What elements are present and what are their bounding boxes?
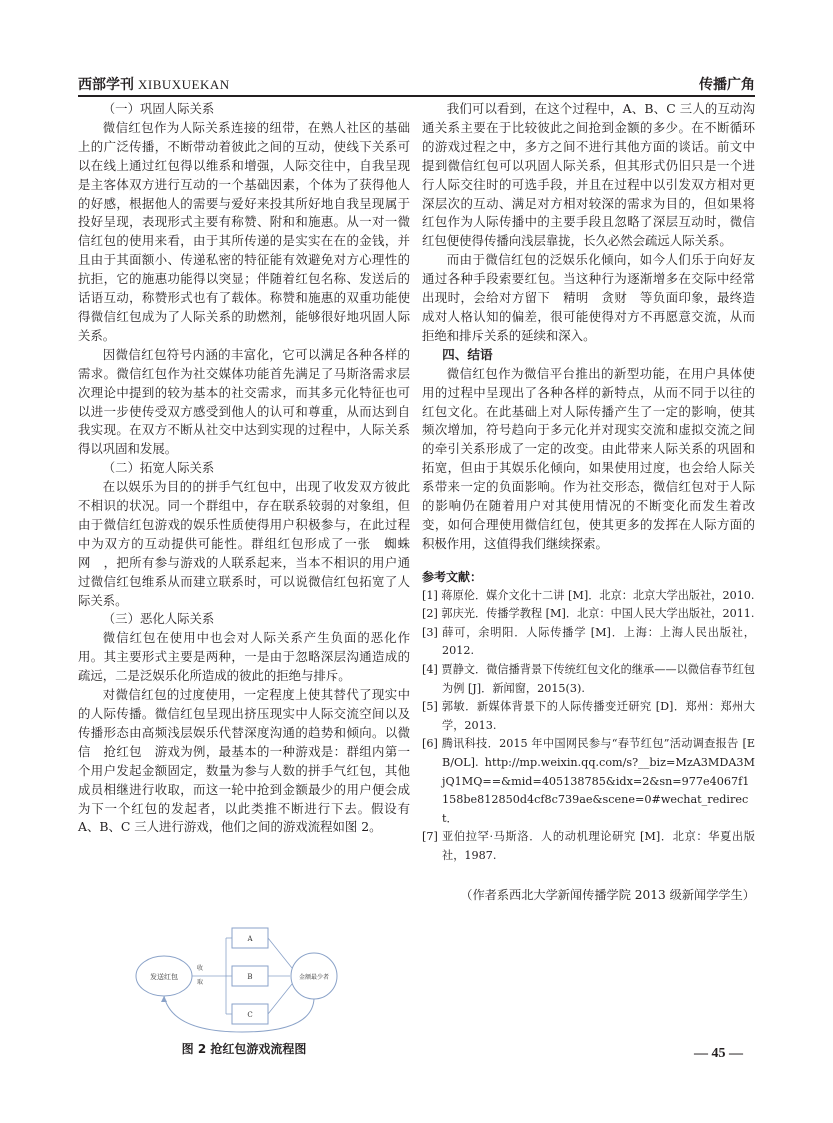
reference-item: [6] 腾讯科技．2015 年中国网民参与“春节红包”活动调查报告 [EB/OL]. http://mp.weixin.qq.com/s?__biz=MzA3MDA3MjQ1MQ==&mid=405138785&idx=2&sn=977e4067f1158be812850d4cf8c739ae&scene=0#wechat_redirect． xyxy=(422,737,755,825)
flow-receive-label: 收 xyxy=(196,965,204,972)
references-heading: 参考文献： xyxy=(422,569,483,584)
reference-item: [3] 薛可，余明阳．人际传播学 [M]．上海：上海人民出版社，2012. xyxy=(422,625,755,658)
paragraph: 因微信红包符号内涵的丰富化，它可以满足各种各样的需求。微信红包作为社交媒体功能首先满足了马斯洛需求层次理论中提到的较为基本的社交需求，而其多元化特征也可以进一步使传受双方感受到他人的认可和尊重，从而达到自我实现。在双方不断从社交中达到实现的过程中，人际关系得以巩固和发展。 xyxy=(78,346,410,457)
section-heading-conclusion: 四、结语 xyxy=(442,346,493,362)
subsection-heading-2: （二）拓宽人际关系 xyxy=(102,460,215,476)
paragraph: 微信红包作为微信平台推出的新型功能，在用户具体使用的过程中呈现出了各种各样的新特点，从而不同于以往的红包文化。在此基础上对人际传播产生了一定的影响，使其频次增加，符号趋向于多元化并对现实交流和虚拟交流之间的牵引关系形成了一定的改变。由此带来人际关系的巩固和拓宽，但由于其娱乐化倾向，如果使用过度，也会给人际关系带来一定的负面影响。作为社交形态，微信红包对于人际的影响仍在随着用户对其使用情况的不断变化而发生着改变，如何合理使用微信红包，使其更多的发挥在人际方面的积极作用，这值得我们继续探索。 xyxy=(422,365,755,551)
flow-end-label: 金额最少者 xyxy=(298,974,330,981)
flow-node-a: A xyxy=(247,935,253,943)
subsection-heading-1: （一）巩固人际关系 xyxy=(102,101,215,116)
reference-item: [5] 郭敏．新媒体背景下的人际传播变迁研究 [D]．郑州：郑州大学，2013. xyxy=(422,700,755,732)
flow-node-b: B xyxy=(247,973,253,981)
author-byline: （作者系西北大学新闻传播学院 2013 级新闻学学生） xyxy=(460,887,755,902)
flow-take-label: 取 xyxy=(196,979,204,986)
paragraph: 对微信红包的过度使用，一定程度上使其替代了现实中的人际传播。微信红包呈现出挤压现实中人际交流空间以及传播形态由高频浅层娱乐代替深度沟通的趋势和倾向。以微信 抢红包 游戏为例，最基本的一种游戏是：群组内第一个用户发起金额固定，数量为参与人数的拼手气红包，其他成员相继进行收取，而这一轮中抢到金额最少的用户便会成为下一个红包的发起者，以此类推不断进行下去。假设有 A、B、C 三人进行游戏，他们之间的游戏流程如图 2。 xyxy=(78,687,410,835)
paragraph: 微信红包在使用中也会对人际关系产生负面的恶化作用。其主要形式主要是两种，一是由于忽略深层沟通造成的疏远，二是泛娱乐化所造成的彼此的拒绝与排斥。 xyxy=(78,630,410,684)
page-number: — 45 — xyxy=(694,1046,743,1061)
subsection-heading-3: （三）恶化人际关系 xyxy=(102,611,215,627)
paragraph: 在以娱乐为目的的拼手气红包中，出现了收发双方彼此不相识的状况。同一个群组中，存在联系较弱的对象组，但由于微信红包游戏的娱乐性质使得用户积极参与，在此过程中为双方的互动提供可能性。群组红包形成了一张 蜘蛛网 ，把所有参与游戏的人联系起来，当本不相识的用户通过微信红包维系从而建立联系时，可以说微信红包拓宽了人际关系。 xyxy=(78,479,410,608)
journal-title: 西部学刊 xyxy=(78,77,134,93)
flow-start-label: 发送红包 xyxy=(150,973,178,981)
right-column xyxy=(422,100,755,904)
journal-title-en: XIBUXUEKAN xyxy=(138,77,230,92)
figure-caption: 图 2 抢红包游戏流程图 xyxy=(181,1042,307,1056)
journal-name xyxy=(78,74,230,94)
header-rule xyxy=(78,95,755,97)
reference-item: [4] 贾静文．微信播背景下传统红包文化的继承——以微信春节红包为例 [J]．新闻窗，2015(3). xyxy=(422,663,755,695)
paragraph: 微信红包作为人际关系连接的纽带，在熟人社区的基础上的广泛传播，不断带动着彼此之间的互动，使线下关系可以在线上通过红包得以维系和增强，人际交往中，自我呈现是主客体双方进行互动的一个基础因素，个体为了获得他人的好感，根据他人的需要与爱好来投其所好地自我呈现属于投好呈现，表现形式主要有称赞、附和和施惠。从一对一微信红包的使用来看，由于其所传递的是实实在在的金钱，并且由于其面额小、传递私密的特征能有效避免对方心理性的抗拒，它的施惠功能得以突显；伴随着红包名称、发送后的话语互动，称赞形式也有了载体。称赞和施惠的双重功能使得微信红包成为了人际关系的助燃剂，能够很好地巩固人际关系。 xyxy=(78,119,410,343)
section-title: 传播广角 xyxy=(699,77,755,93)
flowchart-figure xyxy=(132,914,370,1034)
reference-item: [1] 蒋原伦．媒介文化十二讲 [M]．北京：北京大学出版社，2010. xyxy=(422,588,755,602)
reference-item: [2] 郭庆光．传播学教程 [M]．北京：中国人民大学出版社，2011. xyxy=(422,607,755,621)
reference-item: [7] 亚伯拉罕·马斯洛．人的动机理论研究 [M]．北京：华夏出版社，1987. xyxy=(422,830,755,862)
flow-node-c: C xyxy=(247,1011,253,1019)
paragraph: 我们可以看到，在这个过程中，A、B、C 三人的互动沟通关系主要在于比较彼此之间抢到金额的多少。在不断循环的游戏过程之中，多方之间不进行其他方面的谈话。前文中提到微信红包可以巩固人际关系，但其形式仍旧只是一个进行人际交往时的可选手段，并且在过程中以引发双方相对更深层次的互动、满足对方相对较深的需求为目的，但如果将红包作为人际传播中的主要手段且忽略了深层互动时，微信红包便使得传播向浅层靠拢，长久必然会疏远人际关系。 xyxy=(422,101,755,249)
left-column xyxy=(78,100,410,837)
paragraph: 而由于微信红包的泛娱乐化倾向，如今人们乐于向好友通过各种手段索要红包。当这种行为逐渐增多在交际中经常出现时，会给对方留下 精明 贪财 等负面印象，最终造成对人格认知的偏差，很可能使得对方不再愿意交流，从而拒绝和排斥关系的延续和深入。 xyxy=(422,252,755,343)
